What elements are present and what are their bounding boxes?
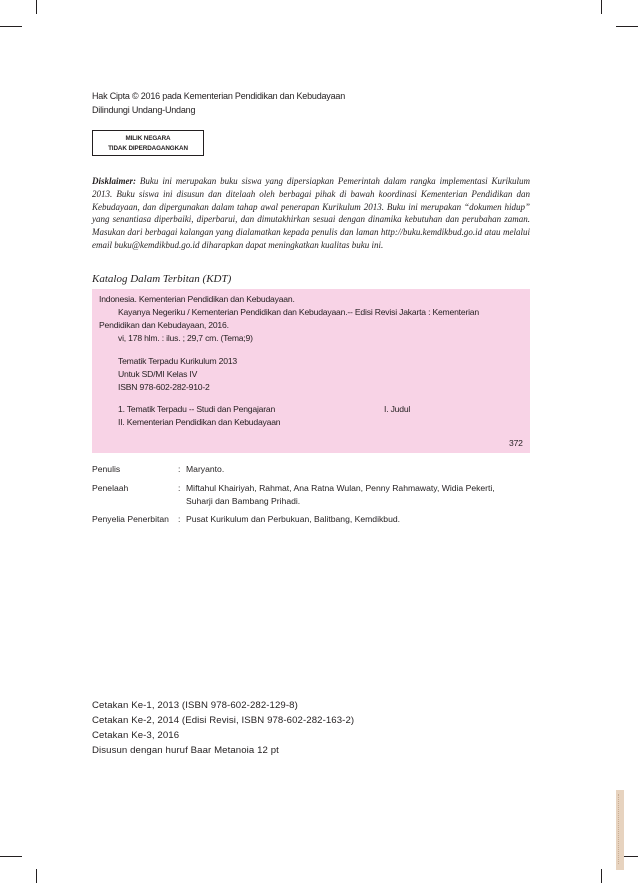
page-edge-strip [616, 790, 624, 870]
kdt-box [92, 289, 530, 453]
credit-colon: : [178, 483, 181, 493]
kdt-line: Untuk SD/MI Kelas IV [118, 369, 198, 379]
disclaimer-text: Buku ini merupakan buku siswa yang dipersiapkan Pemerintah dalam rangka implementasi Kurikulum 2013. Buku siswa ini disusun dan ditelaah oleh berbagai pihak di bawah koordinasi Kementerian Pendidikan dan Kebudayaan, dan dipergunakan dalam tahap awal penerapan Kurikulum 2013. Buku ini merupakan “dokumen hidup” yang senantiasa diperbaiki, diperbarui, dan dimutakhirkan sesuai dengan dinamika kebutuhan dan perubahan zaman. Masukan dari berbagai kalangan yang dialamatkan kepada penulis dan laman http://buku.kemdikbud.go.id atau melalui email buku@kemdikbud.go.id diharapkan dapat meningkatkan kualitas buku ini. [92, 176, 530, 250]
crop-mark [0, 856, 22, 857]
crop-mark [36, 0, 37, 14]
kdt-line: ISBN 978-602-282-910-2 [118, 382, 210, 392]
protected-line: Dilindungi Undang-Undang [92, 105, 196, 115]
kdt-line: Kayanya Negeriku / Kementerian Pendidikan dan Kebudayaan.-- Edisi Revisi Jakarta : Kementerian [118, 307, 479, 317]
credit-label: Penelaah [92, 483, 129, 493]
credit-colon: : [178, 464, 181, 474]
kdt-line: Pendidikan dan Kebudayaan, 2016. [99, 320, 229, 330]
disclaimer-label: Disklaimer: [92, 176, 136, 186]
crop-mark [0, 26, 22, 27]
credit-value: Maryanto. [186, 464, 225, 474]
kdt-line: 1. Tematik Terpadu -- Studi dan Pengajaran [118, 404, 276, 414]
copyright-line: Hak Cipta © 2016 pada Kementerian Pendidikan dan Kebudayaan [92, 91, 346, 101]
crop-mark [601, 0, 602, 14]
credit-value: Pusat Kurikulum dan Perbukuan, Balitbang, Kemdikbud. [186, 514, 401, 524]
kdt-class-number: 372 [509, 438, 523, 448]
stamp-line-1: MILIK NEGARA [125, 135, 171, 142]
kdt-line: vi, 178 hlm. : ilus. ; 29,7 cm. (Tema;9) [118, 333, 253, 343]
kdt-line: Indonesia. Kementerian Pendidikan dan Kebudayaan. [99, 294, 295, 304]
copyright-block [92, 89, 345, 117]
credit-value: Suharji dan Bambang Prihadi. [186, 496, 301, 506]
crop-mark [616, 26, 638, 27]
print-history [92, 698, 354, 758]
crop-mark [601, 869, 602, 883]
not-for-sale-box [92, 130, 204, 156]
credit-value: Miftahul Khairiyah, Rahmat, Ana Ratna Wulan, Penny Rahmawaty, Widia Pekerti, [186, 483, 495, 493]
typeface-line: Disusun dengan huruf Baar Metanoia 12 pt [92, 745, 279, 756]
crop-mark [36, 869, 37, 883]
print-line: Cetakan Ke-2, 2014 (Edisi Revisi, ISBN 978-602-282-163-2) [92, 715, 355, 726]
print-line: Cetakan Ke-1, 2013 (ISBN 978-602-282-129-8) [92, 700, 298, 711]
stamp-line-2: TIDAK DIPERDAGANGKAN [108, 145, 188, 152]
kdt-line: I. Judul [384, 404, 411, 414]
credit-colon: : [178, 514, 181, 524]
credit-label: Penulis [92, 464, 121, 474]
credit-label: Penyelia Penerbitan [92, 514, 169, 524]
kdt-line: Tematik Terpadu Kurikulum 2013 [118, 356, 237, 366]
print-line: Cetakan Ke-3, 2016 [92, 730, 180, 741]
kdt-title: Katalog Dalam Terbitan (KDT) [92, 273, 232, 285]
kdt-line: II. Kementerian Pendidikan dan Kebudayaan [118, 417, 281, 427]
disclaimer-paragraph [92, 175, 530, 252]
